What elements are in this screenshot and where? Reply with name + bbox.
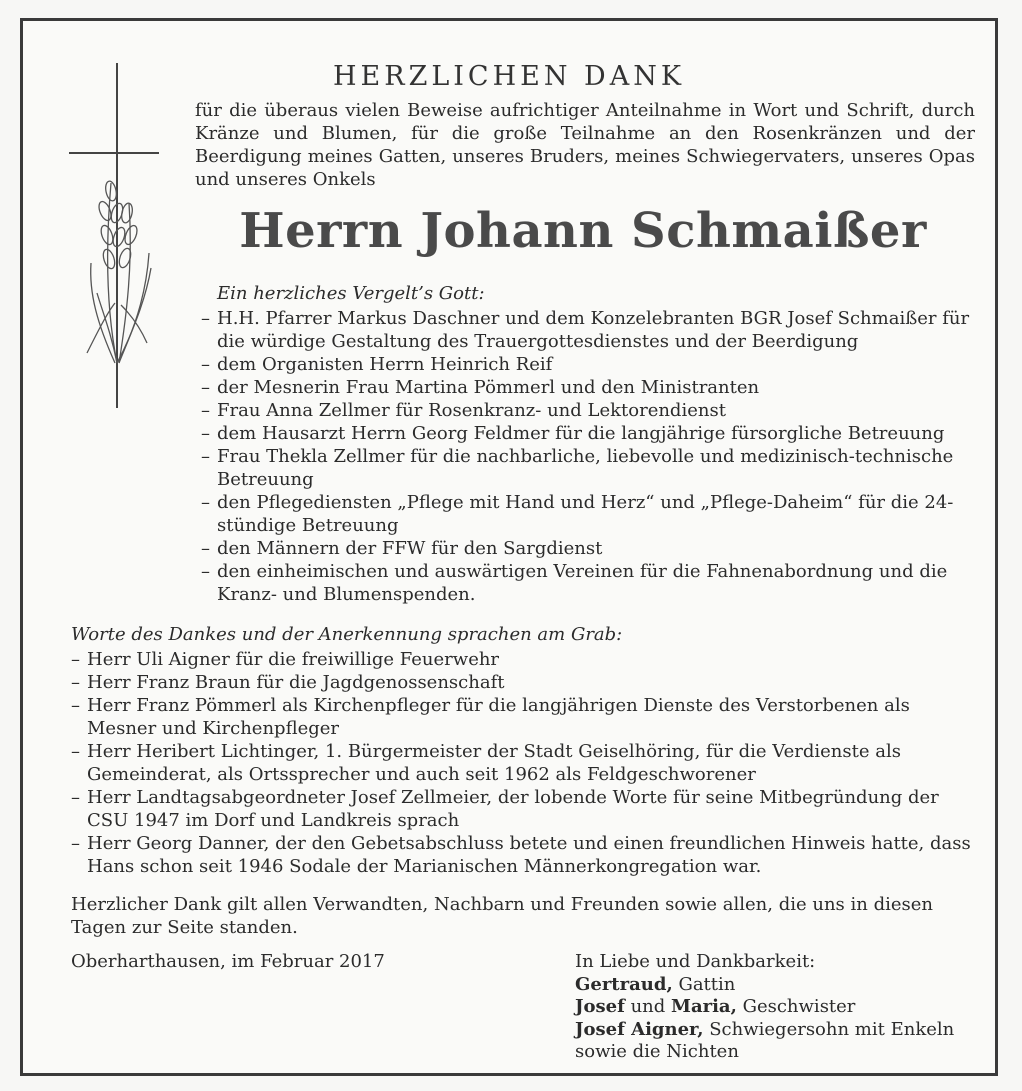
signature-line-1: Gertraud, Gattin — [575, 973, 736, 995]
list-item: – H.H. Pfarrer Markus Daschner und dem Konzelebranten BGR Josef Schmaißer für die würdige Gestaltung des Trauergottesdienstes und der Beerdigung — [201, 308, 970, 352]
list-item: – Herr Heribert Lichtinger, 1. Bürgermeister der Stadt Geiselhöring, für die Verdienste als Gemeinderat, als Ortssprecher und auch seit 1962 als Feldgeschworener — [71, 741, 901, 785]
list-item: – Herr Georg Danner, der den Gebetsabschluss betete und einen freundlichen Hinweis hatte, dass Hans schon seit 1946 Sodale der Marianischen Männerkongregation war. — [71, 833, 971, 877]
list-item: – Frau Anna Zellmer für Rosenkranz- und Lektorendienst — [201, 400, 726, 421]
list-item: – dem Hausarzt Herrn Georg Feldmer für die langjährige fürsorgliche Betreuung — [201, 423, 945, 444]
dash: – — [71, 741, 80, 762]
list-item: – Herr Franz Pömmerl als Kirchenpfleger für die langjährigen Dienste des Verstorbenen als Mesner und Kirchenpfleger — [71, 695, 910, 739]
dash: – — [201, 561, 210, 582]
dash: – — [71, 833, 80, 854]
deceased-name: Herrn Johann Schmaißer — [239, 203, 927, 259]
dash: – — [201, 423, 210, 444]
dash: – — [71, 649, 80, 670]
signature-line-4: sowie die Nichten — [575, 1041, 739, 1062]
closing-paragraph: Herzlicher Dank gilt allen Verwandten, Nachbarn und Freunden sowie allen, die uns in diesen Tagen zur Seite standen. — [71, 894, 933, 938]
worte-list — [71, 648, 981, 878]
intro-paragraph: für die überaus vielen Beweise aufrichtiger Anteilnahme in Wort und Schrift, durch Kränze und Blumen, für die große Teilnahme an den Rosenkränzen und der Beerdigung meines Gatten, unseres Bruders, meines Schwiegervaters, unseres Opas und unseres Onkels — [195, 100, 975, 190]
list-item: – den Pflegediensten „Pflege mit Hand und Herz“ und „Pflege-Daheim“ für die 24-stündige Betreuung — [201, 492, 954, 536]
dash: – — [71, 672, 80, 693]
signature-line-2: Josef und Maria, Geschwister — [575, 996, 856, 1017]
list-item: – Herr Uli Aigner für die freiwillige Feuerwehr — [71, 649, 500, 670]
dash: – — [201, 377, 210, 398]
vergelt-list — [201, 307, 981, 606]
list-item: – den Männern der FFW für den Sargdienst — [201, 538, 603, 559]
heading: HERZLICHEN DANK — [332, 61, 685, 92]
signature-block — [575, 951, 954, 1064]
dash: – — [201, 538, 210, 559]
dash: – — [201, 308, 210, 329]
place-date: Oberharthausen, im Februar 2017 — [71, 951, 385, 972]
dash: – — [71, 787, 80, 808]
signature-line-3: Josef Aigner, Schwiegersohn mit Enkeln — [575, 1018, 955, 1040]
list-item: – Herr Landtagsabgeordneter Josef Zellmeier, der lobende Worte für seine Mitbegründung der CSU 1947 im Dorf und Landkreis sprach — [71, 787, 939, 831]
dash: – — [201, 400, 210, 421]
vergelt-heading: Ein herzliches Vergelt’s Gott: — [217, 283, 485, 304]
list-item: – dem Organisten Herrn Heinrich Reif — [201, 354, 553, 375]
list-item: – Herr Franz Braun für die Jagdgenossenschaft — [71, 672, 505, 693]
list-item: – der Mesnerin Frau Martina Pömmerl und den Ministranten — [201, 377, 760, 398]
list-item: – Frau Thekla Zellmer für die nachbarliche, liebevolle und medizinisch-technische Betreuung — [201, 446, 954, 490]
list-item: – den einheimischen und auswärtigen Vereinen für die Fahnenabordnung und die Kranz- und Blumenspenden. — [201, 561, 948, 605]
signature-intro: In Liebe und Dankbarkeit: — [575, 951, 816, 972]
worte-heading: Worte des Dankes und der Anerkennung sprachen am Grab: — [71, 624, 623, 645]
dash: – — [201, 446, 210, 467]
dash: – — [201, 354, 210, 375]
cross-with-wheat-icon — [67, 63, 187, 433]
obituary-frame — [20, 18, 998, 1076]
dash: – — [71, 695, 80, 716]
dash: – — [201, 492, 210, 513]
